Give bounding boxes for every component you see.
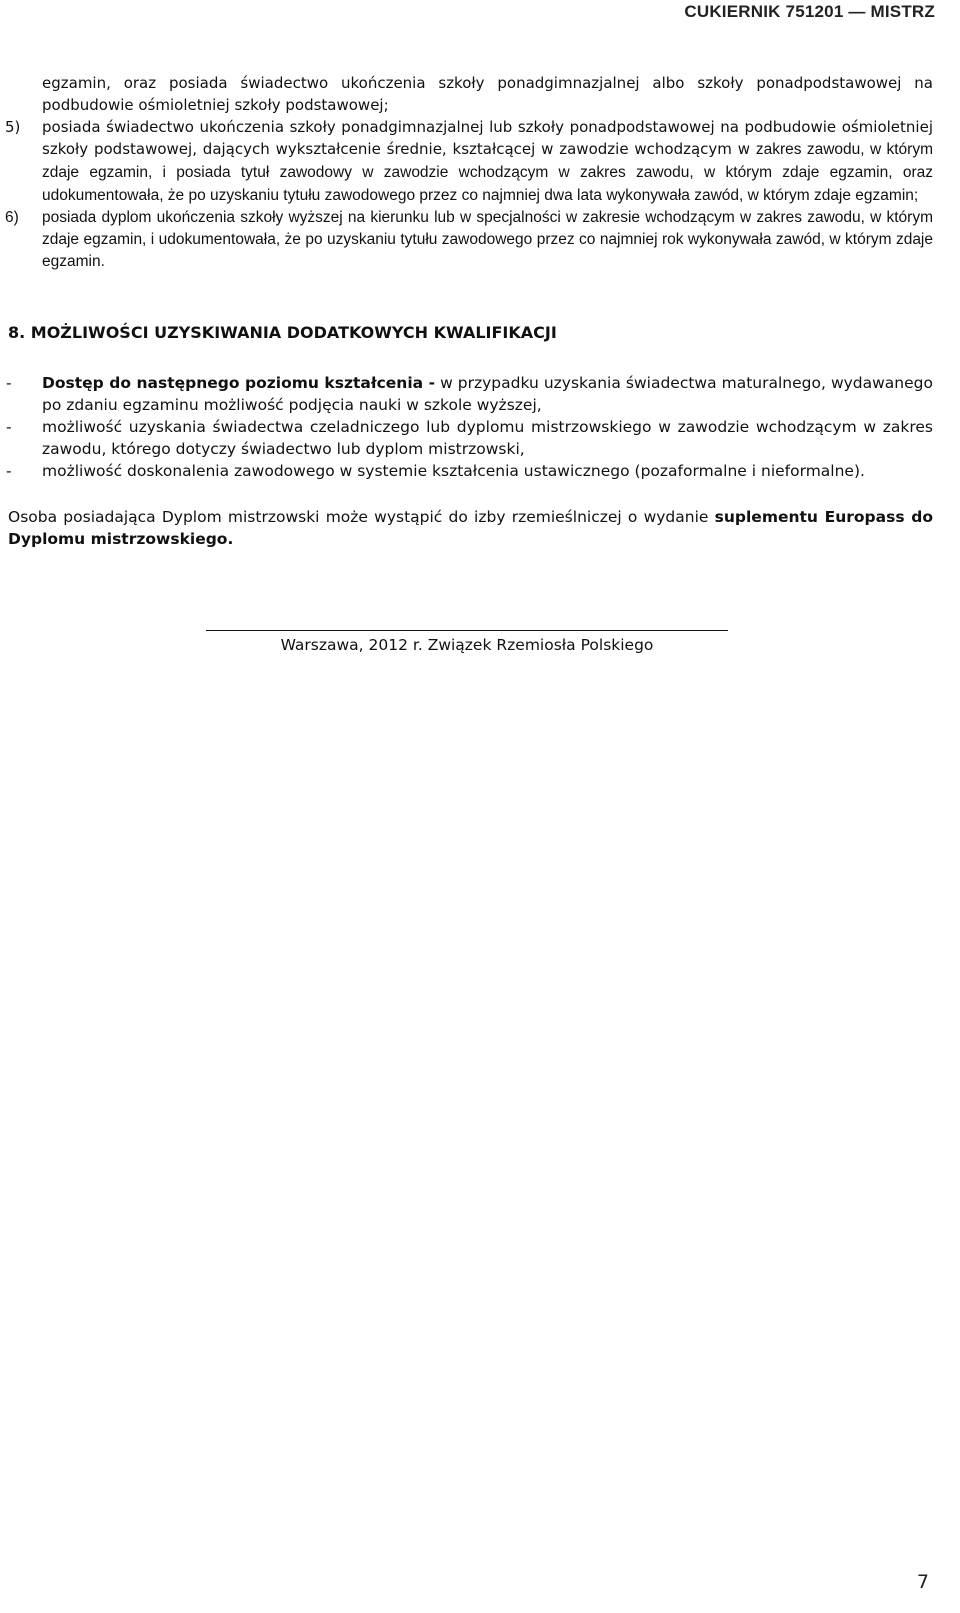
bullet-text: możliwość doskonalenia zawodowego w systemie kształcenia ustawicznego (pozaformalne i nieformalne). [42, 462, 865, 480]
bullet-text: w przypadku uzyskania świadectwa maturalnego, wydawanego po zdaniu egzaminu możliwość podjęcia nauki w szkole wyższej, [42, 374, 933, 414]
list-item [6, 460, 933, 482]
page-number: 7 [916, 1571, 929, 1593]
list-item-text: posiada dyplom ukończenia szkoły wyższej na kierunku lub w specjalności w zakresie wchodzącym w zakres zawodu, w którym zdaje egzamin, i udokumentowała, że po uzyskaniu tytułu zawodowego przez co najmniej rok wykonywała zawód, w którym zdaje egzamin. [42, 209, 933, 270]
qualifications-list [6, 372, 933, 482]
list-item [6, 416, 933, 460]
bullet-text: możliwość uzyskania świadectwa czeladniczego lub dyplomu mistrzowskiego w zawodzie wchodzącym w zakres zawodu, którego dotyczy świadectwo lub dyplom mistrzowski, [42, 418, 933, 458]
europass-bold-text: suplementu Europass do Dyplomu mistrzowskiego. [8, 508, 933, 548]
bullet-bold-text: Dostęp do następnego poziomu kształcenia - [42, 374, 436, 392]
list-item-number: 5) [5, 118, 21, 136]
list-item-number: 6) [5, 209, 19, 226]
list-item [6, 372, 933, 416]
list-item-text-a: posiada świadectwo ukończenia szkoły ponadgimnazjalnej lub szkoły ponadpodstawowej na podbudowie ośmioletniej szkoły podstawowej, dających wykształcenie średnie, kształcącej w zawodzie wchodzącym w [42, 118, 933, 158]
page-header-title: CUKIERNIK 751201 — MISTRZ [684, 2, 935, 21]
europass-paragraph [8, 506, 933, 550]
signature-text: Warszawa, 2012 r. Związek Rzemiosła Polskiego [280, 636, 654, 654]
list-item-6 [5, 207, 933, 273]
eligibility-text [5, 72, 933, 273]
europass-text: Osoba posiadająca Dyplom mistrzowski może wystąpić do izby rzemieślniczej o wydanie [8, 508, 715, 526]
signature-line [206, 630, 728, 631]
section-title: 8. MOŻLIWOŚCI UZYSKIWANIA DODATKOWYCH KWALIFIKACJI [8, 323, 557, 342]
list-item-5 [5, 116, 933, 207]
list-item-text-b: zakres zawodu, w którym zdaje egzamin, i posiada tytuł zawodowy w zawodzie wchodzącym w zakres zawodu, w którym zdaje egzamin, oraz udokumentowała, że po uzyskaniu tytułu zawodowego przez co najmniej dwa lata wykonywała zawód, w którym zdaje egzamin; [42, 141, 933, 204]
continuation-paragraph: egzamin, oraz posiada świadectwo ukończenia szkoły ponadgimnazjalnej albo szkoły ponadpodstawowej na podbudowie ośmioletniej szkoły podstawowej; [42, 74, 933, 114]
bullet-dash: - [6, 462, 12, 480]
bullet-dash: - [6, 418, 12, 436]
bullet-dash: - [6, 374, 12, 392]
